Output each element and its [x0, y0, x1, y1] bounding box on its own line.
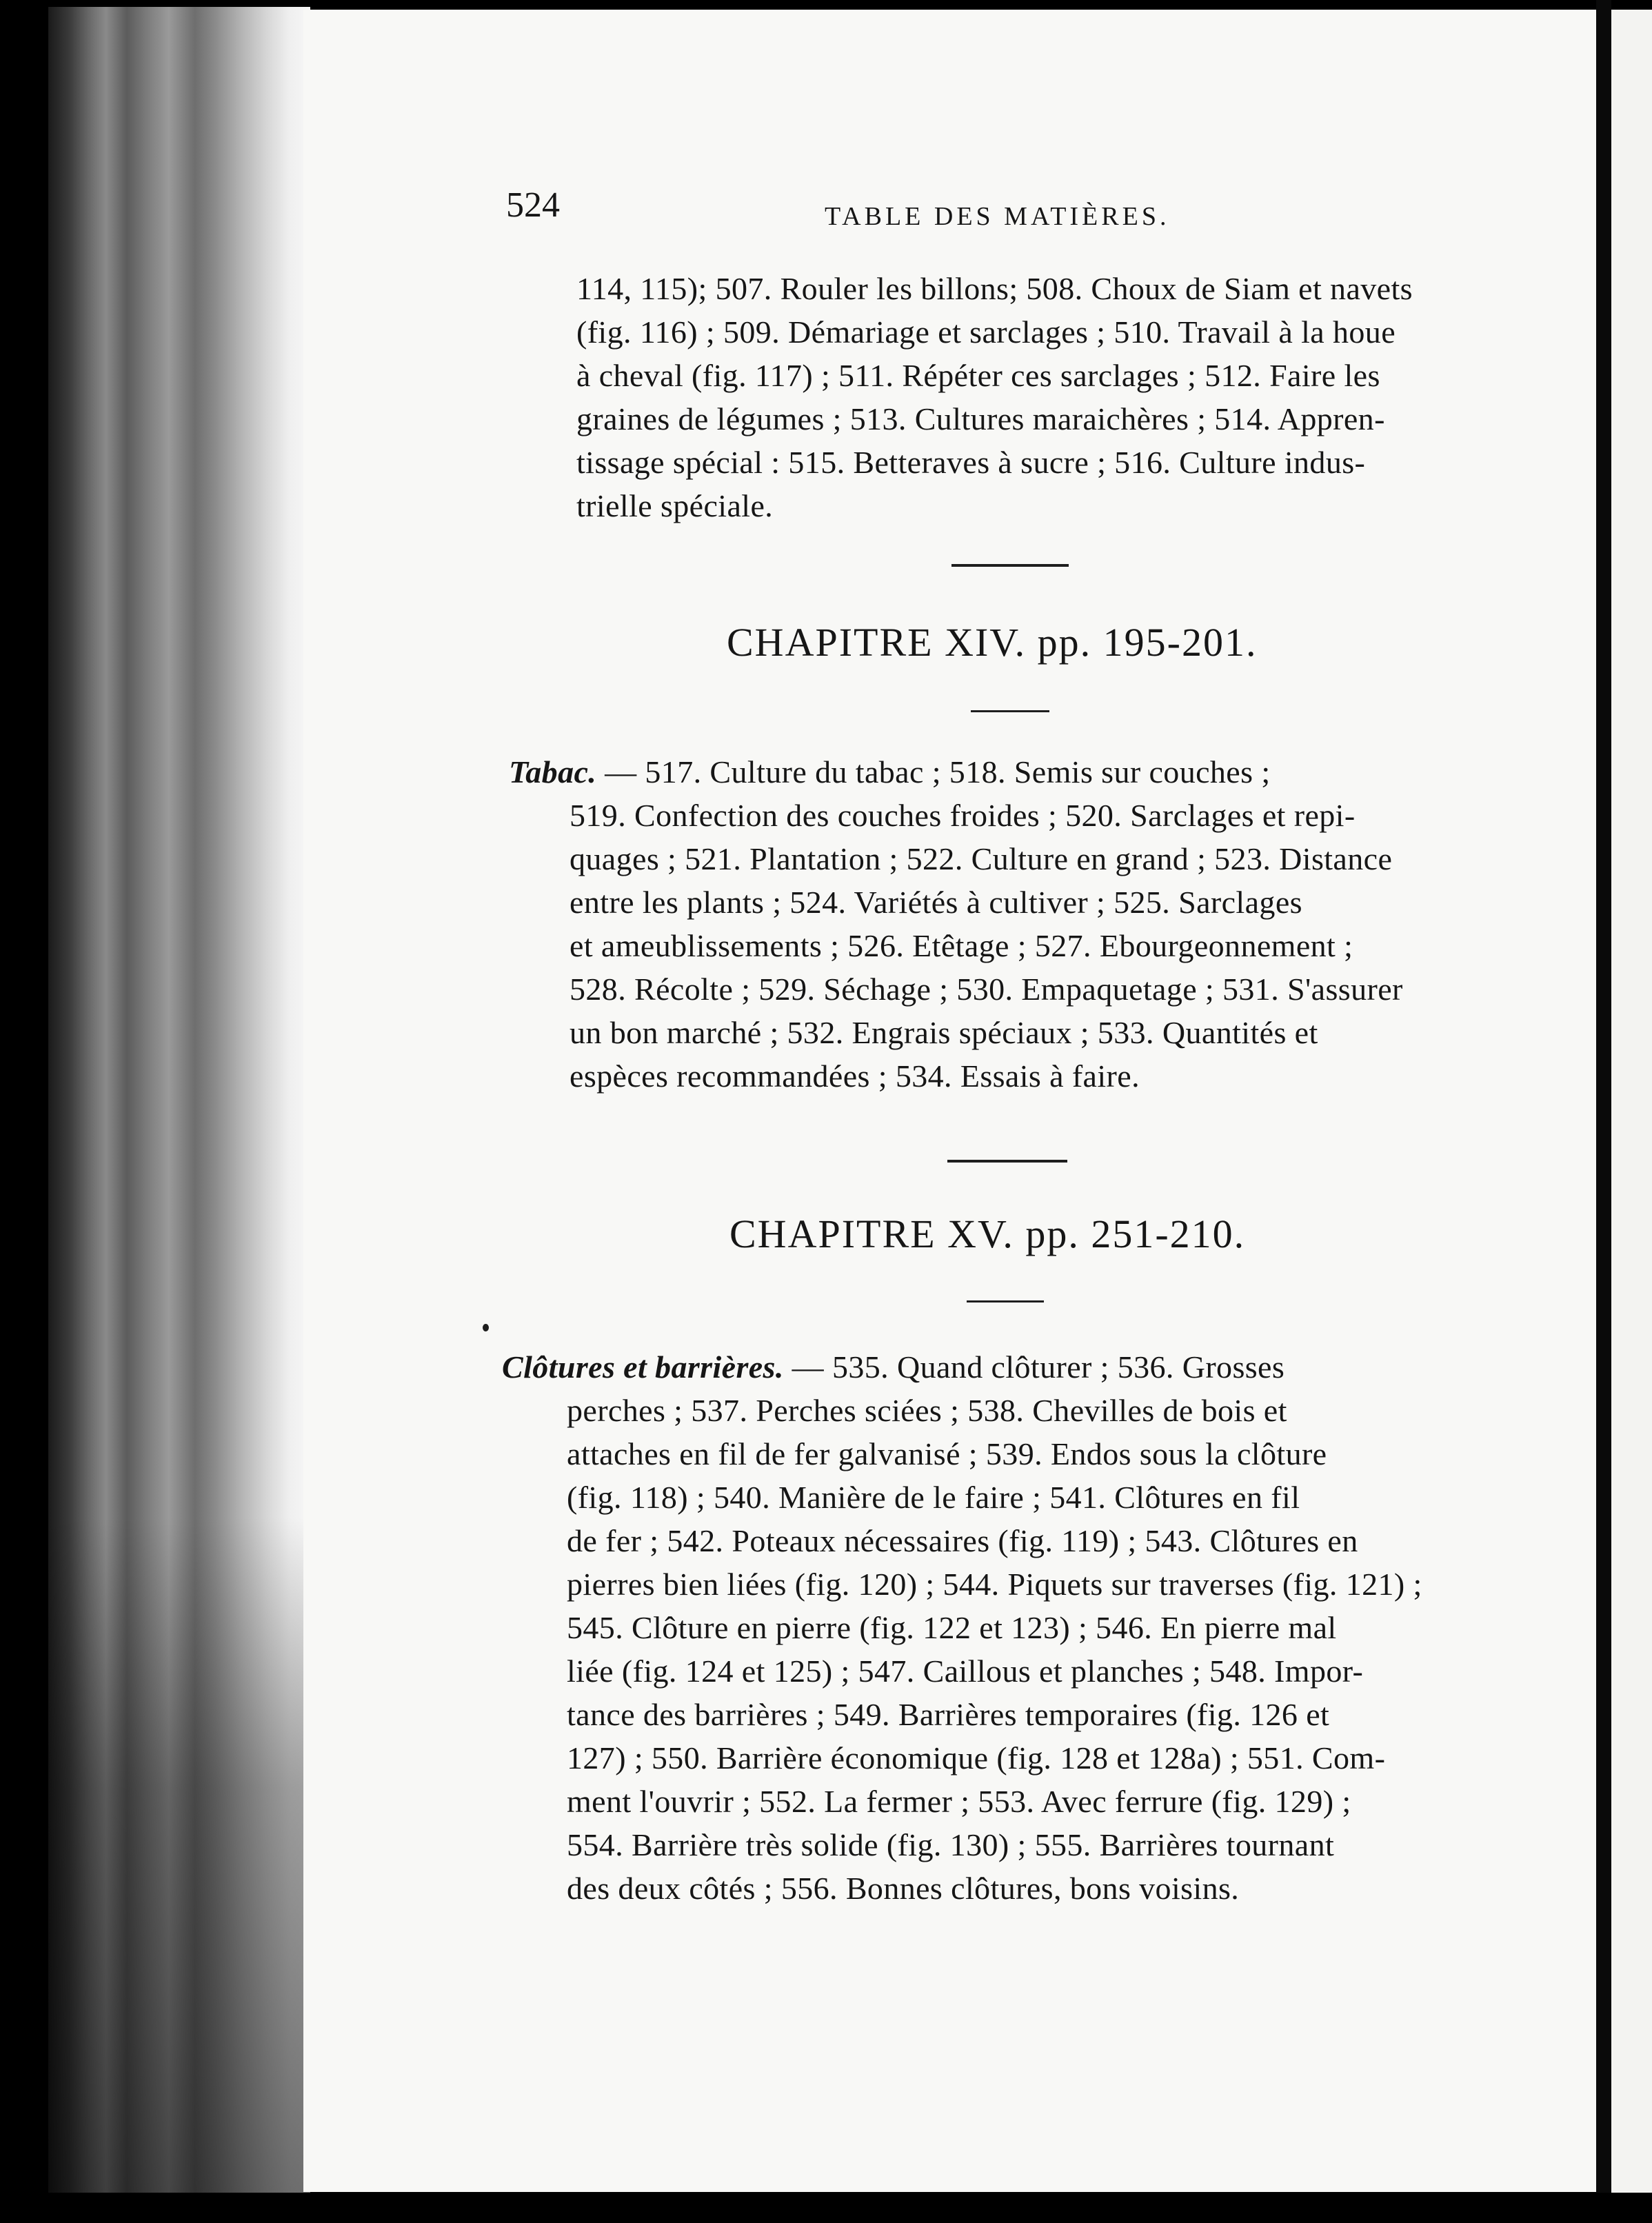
chapter-15-line-4: (fig. 118) ; 540. Manière de le faire ; 541. Clôtures en fil [567, 1480, 1300, 1515]
chapter-14-title: CHAPITRE XIV. pp. 195-201. [727, 620, 1258, 665]
chapter-15-line-13: des deux côtés ; 556. Bonnes clôtures, bons voisins. [567, 1871, 1240, 1906]
intro-line-6: trielle spéciale. [576, 488, 774, 523]
margin-mark [483, 1324, 489, 1331]
chapter-14-line-1 [509, 754, 1271, 790]
chapter-14-rule [971, 710, 1049, 712]
intro-line-5: tissage spécial : 515. Betteraves à sucre ; 516. Culture indus- [576, 445, 1366, 480]
running-title: TABLE DES MATIÈRES. [825, 202, 1170, 231]
chapter-15-rule [967, 1300, 1044, 1302]
chapter-14-line-6: 528. Récolte ; 529. Séchage ; 530. Empaquetage ; 531. S'assurer [570, 972, 1403, 1007]
chapter-14-line-4: entre les plants ; 524. Variétés à cultiver ; 525. Sarclages [570, 885, 1302, 920]
chapter-15-line-8: liée (fig. 124 et 125) ; 547. Caillous et planches ; 548. Impor- [567, 1653, 1364, 1689]
chapter-15-line-7: 545. Clôture en pierre (fig. 122 et 123) ; 546. En pierre mal [567, 1610, 1337, 1645]
intro-line-1: 114, 115); 507. Rouler les billons; 508. Choux de Siam et navets [576, 271, 1413, 306]
intro-line-4: graines de légumes ; 513. Cultures maraichères ; 514. Appren- [576, 401, 1385, 436]
chapter-15-line-1 [502, 1349, 1285, 1385]
intro-line-3: à cheval (fig. 117) ; 511. Répéter ces sarclages ; 512. Faire les [576, 358, 1380, 393]
section-divider [951, 564, 1069, 567]
right-gutter [1596, 0, 1611, 2223]
chapter-14-line-3: quages ; 521. Plantation ; 522. Culture en grand ; 523. Distance [570, 841, 1393, 876]
chapter-15-line-10: 127) ; 550. Barrière économique (fig. 128 et 128a) ; 551. Com- [567, 1740, 1386, 1776]
chapter-14-line-7: un bon marché ; 532. Engrais spéciaux ; 533. Quantités et [570, 1015, 1318, 1050]
next-page-edge [1611, 10, 1652, 2202]
intro-line-2: (fig. 116) ; 509. Démariage et sarclages ; 510. Travail à la houe [576, 314, 1396, 350]
chapter-14-line-8: espèces recommandées ; 534. Essais à faire. [570, 1058, 1140, 1094]
chapter-15-line-9: tance des barrières ; 549. Barrières temporaires (fig. 126 et [567, 1697, 1330, 1732]
chapter-15-line-5: de fer ; 542. Poteaux nécessaires (fig. 119) ; 543. Clôtures en [567, 1523, 1358, 1558]
page-number: 524 [506, 185, 560, 225]
chapter-15-line-1-text: — 535. Quand clôturer ; 536. Grosses [783, 1349, 1285, 1385]
chapter-15-lead: Clôtures et barrières. [502, 1349, 784, 1385]
chapter-14-line-1-text: — 517. Culture du tabac ; 518. Semis sur couches ; [596, 754, 1271, 789]
chapter-15-line-6: pierres bien liées (fig. 120) ; 544. Piquets sur traverses (fig. 121) ; [567, 1567, 1422, 1602]
chapter-15-line-2: perches ; 537. Perches sciées ; 538. Chevilles de bois et [567, 1393, 1287, 1428]
chapter-14-line-2: 519. Confection des couches froides ; 520. Sarclages et repi- [570, 798, 1356, 833]
bottom-frame [0, 2193, 1652, 2223]
book-edge-shadow [48, 1517, 310, 2193]
chapter-15-line-3: attaches en fil de fer galvanisé ; 539. Endos sous la clôture [567, 1436, 1327, 1471]
chapter-15-title: CHAPITRE XV. pp. 251-210. [729, 1211, 1246, 1256]
chapter-14-line-5: et ameublissements ; 526. Etêtage ; 527. Ebourgeonnement ; [570, 928, 1353, 963]
chapter-15-line-11: ment l'ouvrir ; 552. La fermer ; 553. Avec ferrure (fig. 129) ; [567, 1784, 1351, 1819]
section-divider-2 [947, 1160, 1067, 1163]
chapter-15-line-12: 554. Barrière très solide (fig. 130) ; 555. Barrières tournant [567, 1827, 1335, 1862]
chapter-14-lead: Tabac. [509, 754, 597, 789]
